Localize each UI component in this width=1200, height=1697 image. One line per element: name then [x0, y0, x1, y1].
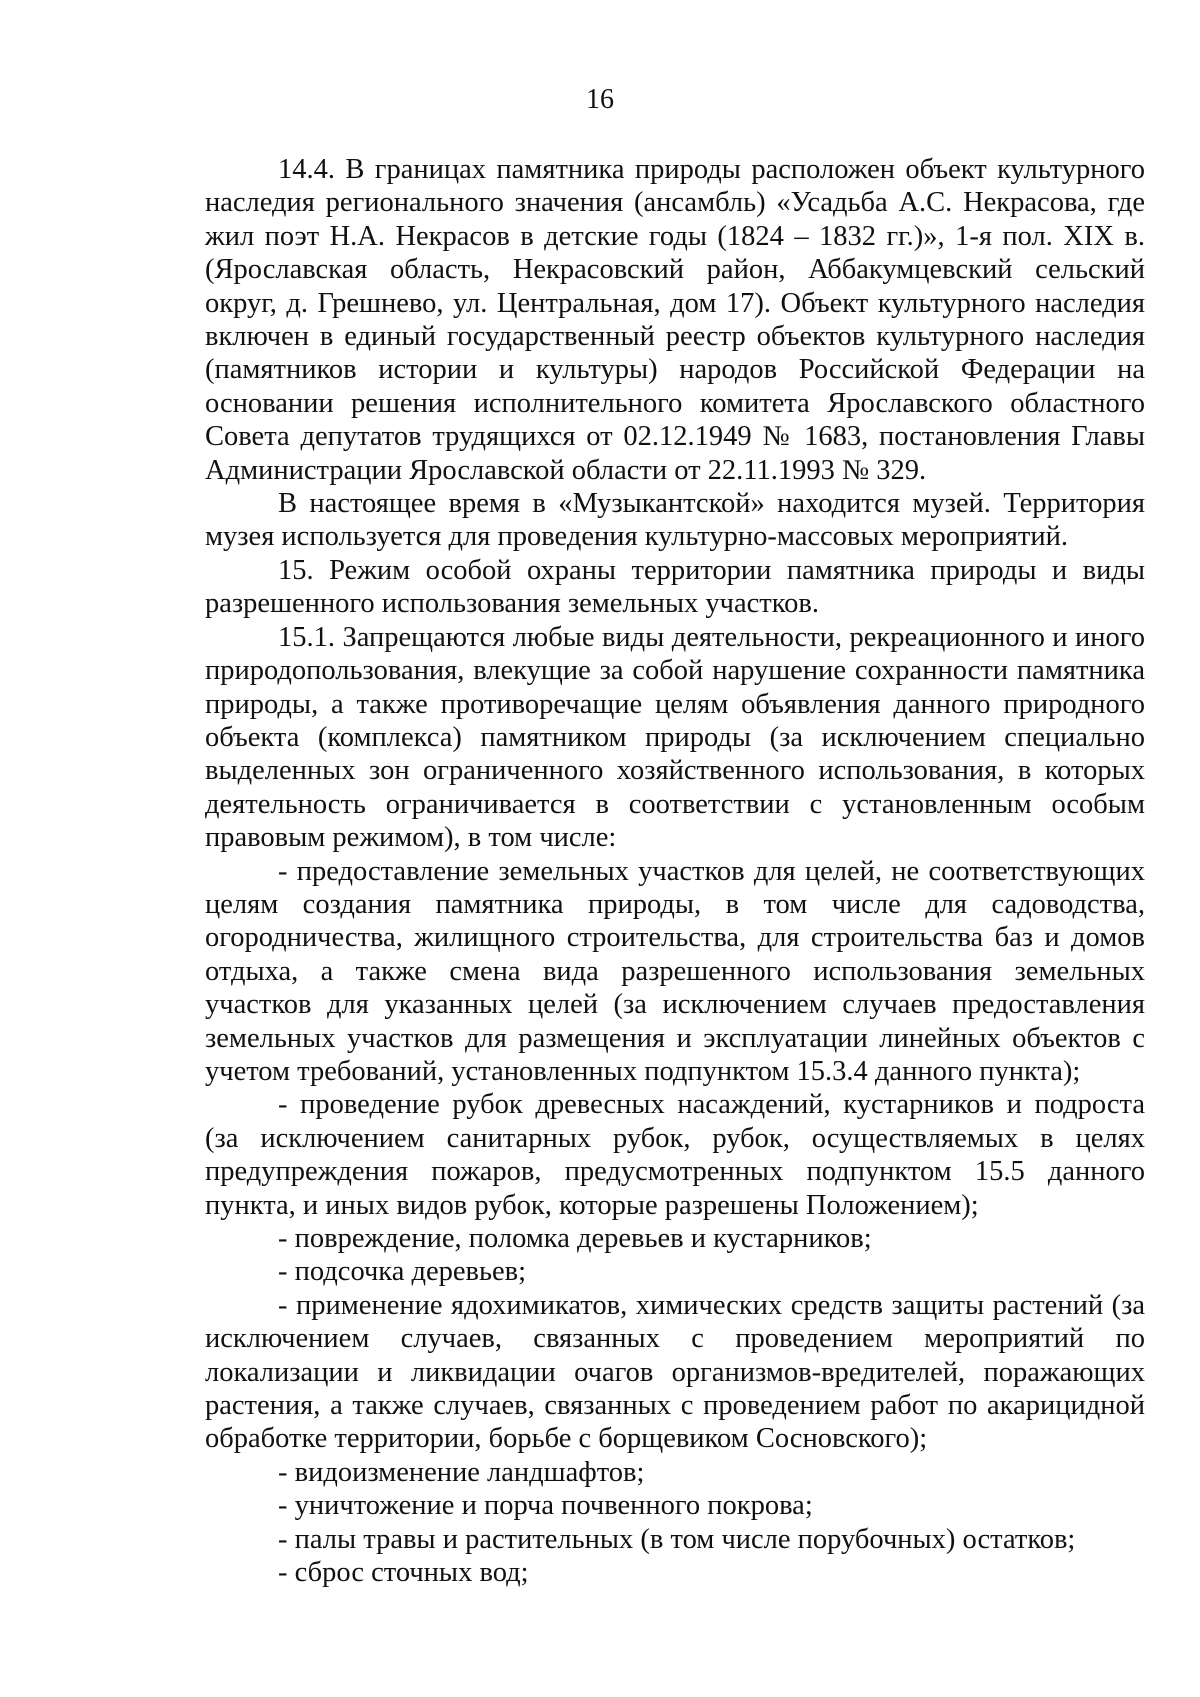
paragraph-15-heading: 15. Режим особой охраны территории памятника природы и виды разрешенного использования земельных участков.: [205, 554, 1145, 620]
list-item: - проведение рубок древесных насаждений, кустарников и подроста (за исключением санитарных рубок, рубок, осуществляемых в целях предупреждения пожаров, предусмотренных подпунктом 15.5 данного пункта, и иных видов рубок, которые разрешены Положением);: [205, 1089, 1145, 1221]
list-item: - предоставление земельных участков для целей, не соответствующих целям создания памятника природы, в том числе для садоводства, огородничества, жилищного строительства, для строительства баз и домов отдыха, а также смена вида разрешенного использования земельных участков для указанных целей (за исключением случаев предоставления земельных участков для размещения и эксплуатации линейных объектов с учетом требований, установленных подпунктом 15.3.4 данного пункта);: [205, 855, 1145, 1087]
list-item: - видоизменение ландшафтов;: [278, 1456, 645, 1488]
paragraph-15-1: 15.1. Запрещаются любые виды деятельности, рекреационного и иного природопользования, влекущие за собой нарушение сохранности памятника природы, а также противоречащие целям объявления данного природного объекта (комплекса) памятником природы (за исключением специально выделенных зон ограниченного хозяйственного использования, в которых деятельность ограничивается в соответствии с установленным особым правовым режимом), в том числе:: [205, 621, 1145, 854]
list-item: - уничтожение и порча почвенного покрова;: [278, 1490, 813, 1522]
page-number: 16: [586, 84, 614, 115]
list-item: - повреждение, поломка деревьев и кустарников;: [278, 1223, 872, 1254]
paragraph-museum: В настоящее время в «Музыкантской» находится музей. Территория музея используется для проведения культурно-массовых мероприятий.: [205, 488, 1145, 553]
list-item: - применение ядохимикатов, химических средств защиты растений (за исключением случаев, связанных с проведением мероприятий по локализации и ликвидации очагов организмов-вредителей, поражающих растения, а также случаев, связанных с проведением работ по акарицидной обработке территории, борьбе с борщевиком Сосновского);: [205, 1289, 1145, 1455]
list-item: - подсочка деревьев;: [278, 1256, 527, 1288]
list-item: - палы травы и растительных (в том числе порубочных) остатков;: [278, 1523, 1076, 1555]
document-body: [205, 153, 1145, 1589]
list-item: - сброс сточных вод;: [278, 1557, 529, 1589]
paragraph-14-4: 14.4. В границах памятника природы расположен объект культурного наследия регионального значения (ансамбль) «Усадьба А.С. Некрасова, где жил поэт Н.А. Некрасов в детские годы (1824 – 1832 гг.)», 1-я пол. XIX в. (Ярославская область, Некрасовский район, Аббакумцевский сельский округ, д. Грешнево, ул. Центральная, дом 17). Объект культурного наследия включен в единый государственный реестр объектов культурного наследия (памятников истории и культуры) народов Российской Федерации на основании решения исполнительного комитета Ярославского областного Совета депутатов трудящихся от 02.12.1949 № 1683, постановления Главы Администрации Ярославской области от 22.11.1993 № 329.: [205, 154, 1145, 486]
